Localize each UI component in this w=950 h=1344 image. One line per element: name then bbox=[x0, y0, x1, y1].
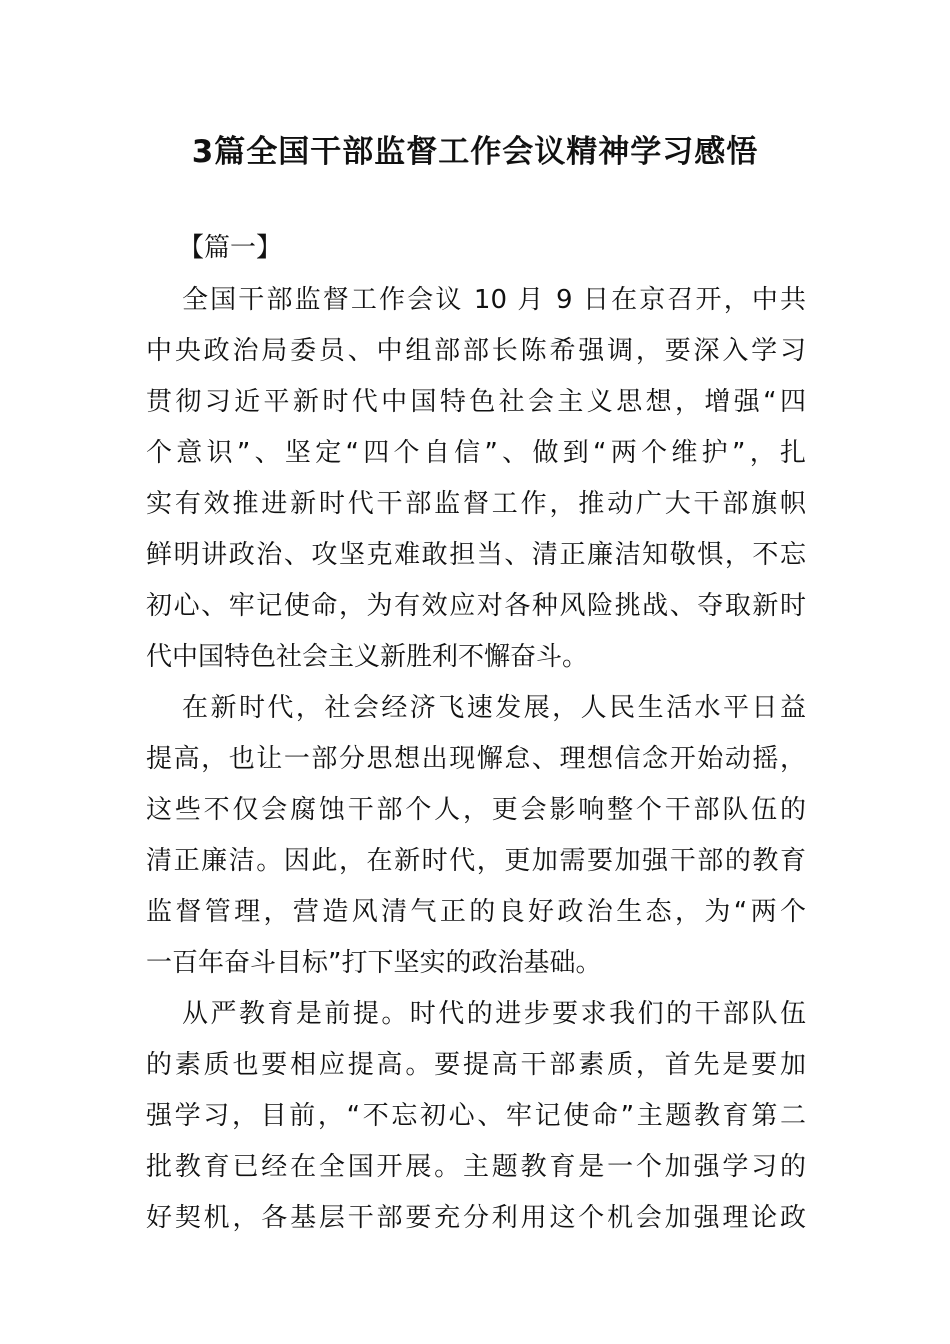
paragraph-1-line-7: 初心、牢记使命，为有效应对各种风险挑战、夺取新时 bbox=[146, 591, 806, 621]
paragraph-2-line-2: 提高，也让一部分思想出现懈怠、理想信念开始动摇， bbox=[146, 744, 806, 774]
paragraph-2-line-6: 一百年奋斗目标”打下坚实的政治基础。 bbox=[146, 948, 602, 978]
section-label: 【篇一】 bbox=[178, 233, 283, 263]
paragraph-1-line-6: 鲜明讲政治、攻坚克难敢担当、清正廉洁知敬惧，不忘 bbox=[146, 540, 806, 570]
paragraph-3-line-5: 好契机，各基层干部要充分利用这个机会加强理论政 bbox=[146, 1203, 806, 1233]
paragraph-3-line-2: 的素质也要相应提高。要提高干部素质，首先是要加 bbox=[146, 1050, 806, 1080]
paragraph-2-line-5: 监督管理，营造风清气正的良好政治生态，为“两个 bbox=[146, 897, 806, 927]
paragraph-2-line-4: 清正廉洁。因此，在新时代，更加需要加强干部的教育 bbox=[146, 846, 806, 876]
paragraph-2-line-1: 在新时代，社会经济飞速发展，人民生活水平日益 bbox=[182, 693, 806, 723]
paragraph-3-line-1: 从严教育是前提。时代的进步要求我们的干部队伍 bbox=[182, 999, 806, 1029]
paragraph-1-line-1: 全国干部监督工作会议 10 月 9 日在京召开，中共 bbox=[182, 285, 806, 315]
paragraph-1-line-2: 中央政治局委员、中组部部长陈希强调，要深入学习 bbox=[146, 336, 806, 366]
paragraph-1-line-3: 贯彻习近平新时代中国特色社会主义思想，增强“四 bbox=[146, 387, 806, 417]
paragraph-2-line-3: 这些不仅会腐蚀干部个人，更会影响整个干部队伍的 bbox=[146, 795, 806, 825]
paragraph-1-line-4: 个意识”、坚定“四个自信”、做到“两个维护”，扎 bbox=[146, 438, 806, 468]
document-title: 3篇全国干部监督工作会议精神学习感悟 bbox=[191, 134, 759, 170]
paragraph-3-line-3: 强学习，目前，“不忘初心、牢记使命”主题教育第二 bbox=[146, 1101, 806, 1131]
paragraph-3-line-4: 批教育已经在全国开展。主题教育是一个加强学习的 bbox=[146, 1152, 806, 1182]
paragraph-1-line-5: 实有效推进新时代干部监督工作，推动广大干部旗帜 bbox=[146, 489, 806, 519]
paragraph-1-line-8: 代中国特色社会主义新胜利不懈奋斗。 bbox=[146, 642, 589, 672]
